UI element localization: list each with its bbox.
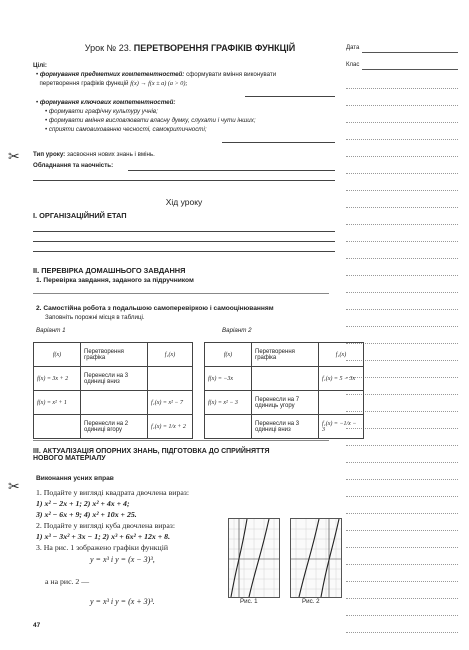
note-line[interactable] — [346, 479, 458, 480]
key-goal-item: • формувати графічну культуру учнів; — [45, 108, 158, 115]
goals-heading: Цілі: — [33, 62, 47, 69]
scissors-icon: ✂ — [8, 148, 20, 164]
class-label: Клас — [346, 62, 360, 68]
note-line[interactable] — [346, 292, 458, 293]
equipment-line — [33, 180, 335, 181]
page-number: 47 — [33, 622, 41, 629]
note-line[interactable] — [346, 275, 458, 276]
note-line[interactable] — [346, 241, 458, 242]
note-line[interactable] — [346, 462, 458, 463]
figure-2-plot — [291, 519, 341, 597]
key-goal-item: • формувати вміння висловлювати власну думку, слухати і чути інших; — [45, 116, 256, 124]
note-line[interactable] — [346, 258, 458, 259]
note-line[interactable] — [346, 224, 458, 225]
table-row: f(x) = 3x + 2 Перенесли на 3 одиниці вниз — [34, 367, 193, 391]
table-row: f(x) Перетворення графіка f₁(x) — [34, 343, 193, 367]
note-line[interactable] — [346, 309, 458, 310]
figure-1 — [228, 518, 280, 598]
note-line[interactable] — [346, 496, 458, 497]
course-heading: Хід уроку — [165, 197, 203, 207]
note-line[interactable] — [346, 598, 458, 599]
exercise-1-line: 1) x² − 2x + 1; 2) x² + 4x + 4; — [36, 499, 130, 508]
exercises — [36, 487, 236, 553]
figure-1-plot — [229, 519, 279, 597]
equipment-line — [128, 170, 335, 171]
key-goal: • формування ключових компетентностей: — [36, 99, 176, 106]
section-2-2: 2. Самостійна робота з подальшою самоперевіркою і самооцінюванням — [36, 305, 274, 312]
exercise-2-title: 2. Подайте у вигляді куба двочлена вираз: — [36, 521, 176, 530]
formula-1: y = x³ і y = (x − 3)³, — [90, 555, 155, 564]
figure-2-caption: Рис. 2 — [302, 598, 320, 605]
lesson-type: Тип уроку: засвоєння нових знань і вмінь. — [33, 151, 155, 158]
formula-2: y = x³ і y = (x + 3)³. — [90, 597, 155, 606]
note-line[interactable] — [346, 88, 458, 89]
variant-1-table — [33, 342, 193, 439]
section-2-1: 1. Перевірка завдання, заданого за підручником — [36, 277, 194, 284]
equipment-label: Обладнання та наочність: — [33, 162, 114, 169]
subject-goal-label: формування предметних компетентностей: — [39, 71, 185, 78]
section-2-title: II. ПЕРЕВІРКА ДОМАШНЬОГО ЗАВДАННЯ — [33, 266, 186, 275]
date-field[interactable] — [362, 52, 458, 53]
note-line[interactable] — [346, 513, 458, 514]
goal-fill-line — [245, 96, 335, 97]
variant-2-label: Варіант 2 — [222, 327, 252, 334]
variant-1-label: Варіант 1 — [36, 327, 66, 334]
note-line[interactable] — [346, 564, 458, 565]
key-goal-label: формування ключових компетентностей: — [39, 99, 176, 106]
note-line[interactable] — [346, 105, 458, 106]
note-line[interactable] — [346, 547, 458, 548]
exercise-2-line: 1) x³ − 3x² + 3x − 1; 2) x³ + 6x² + 12x + 8. — [36, 532, 171, 541]
note-line[interactable] — [346, 530, 458, 531]
table-row: Перенесли на 2 одиниці вгору f₁(x) = 1/x + 2 — [34, 415, 193, 439]
note-line[interactable] — [346, 326, 458, 327]
subject-goal-formula: f(x) → f(x ± a) (a > 0); — [130, 79, 188, 87]
note-line[interactable] — [346, 173, 458, 174]
write-line — [33, 251, 335, 252]
goal-fill-line — [222, 142, 335, 143]
table-row: f(x) = x² + 1 f₁(x) = x² − 7 — [34, 391, 193, 415]
note-line[interactable] — [346, 207, 458, 208]
divider — [33, 440, 329, 441]
section-1-title: I. ОРГАНІЗАЦІЙНИЙ ЕТАП — [33, 211, 127, 220]
key-goal-item: • сприяти самовихованню чесності, самокритичності; — [45, 125, 207, 133]
table-row: f(x) Перетворення графіка f₁(x) — [205, 343, 364, 367]
note-line[interactable] — [346, 615, 458, 616]
lesson-number: Урок № 23. — [84, 43, 132, 53]
write-line — [33, 241, 335, 242]
and-text: а на рис. 2 — — [45, 577, 90, 586]
table-row: f(x) = x² − 3 Перенесли на 7 одиниць угору — [205, 391, 364, 415]
exercise-1-title: 1. Подайте у вигляді квадрата двочлена вираз: — [36, 488, 190, 497]
note-line[interactable] — [346, 190, 458, 191]
note-line[interactable] — [346, 581, 458, 582]
table-row: Перенесли на 3 одиниці вниз f₁(x) = −1/x − 3 — [205, 415, 364, 439]
note-line[interactable] — [346, 122, 458, 123]
section-3-title: III. АКТУАЛІЗАЦІЯ ОПОРНИХ ЗНАНЬ, ПІДГОТОВКА ДО СПРИЙНЯТТЯ НОВОГО МАТЕРІАЛУ — [33, 448, 270, 462]
divider — [33, 293, 329, 294]
note-line[interactable] — [346, 156, 458, 157]
variant-2-table — [204, 342, 364, 439]
lesson-title — [55, 43, 325, 53]
note-line[interactable] — [346, 445, 458, 446]
subject-goal-text2: перетворення графіків функцій — [39, 79, 129, 87]
date-label: Дата — [346, 45, 360, 51]
key-goal-list — [45, 108, 256, 134]
lesson-topic: ПЕРЕТВОРЕННЯ ГРАФІКІВ ФУНКЦІЙ — [133, 43, 296, 53]
figure-1-caption: Рис. 1 — [240, 598, 258, 605]
figure-2 — [290, 518, 342, 598]
note-line[interactable] — [346, 632, 458, 633]
fill-instruction: Заповніть порожні місця в таблиці. — [45, 314, 145, 321]
class-field[interactable] — [362, 69, 458, 70]
write-line — [33, 231, 335, 232]
subject-goal-text: сформувати вміння виконувати — [186, 71, 277, 78]
oral-heading: Виконання усних вправ — [36, 475, 114, 482]
scissors-icon: ✂ — [8, 478, 20, 494]
subject-goal: • формування предметних компетентностей: сформувати вміння виконувати перетворення графіків функцій f(x) → f(x ± a) (a > 0); — [36, 71, 277, 87]
note-line[interactable] — [346, 139, 458, 140]
table-row: f(x) = −3x f₁(x) = 5 − 3x — [205, 367, 364, 391]
exercise-1-line: 3) x² − 6x + 9; 4) x² + 10x + 25. — [36, 510, 137, 519]
exercise-3-title: 3. На рис. 1 зображено графіки функцій — [36, 543, 169, 552]
